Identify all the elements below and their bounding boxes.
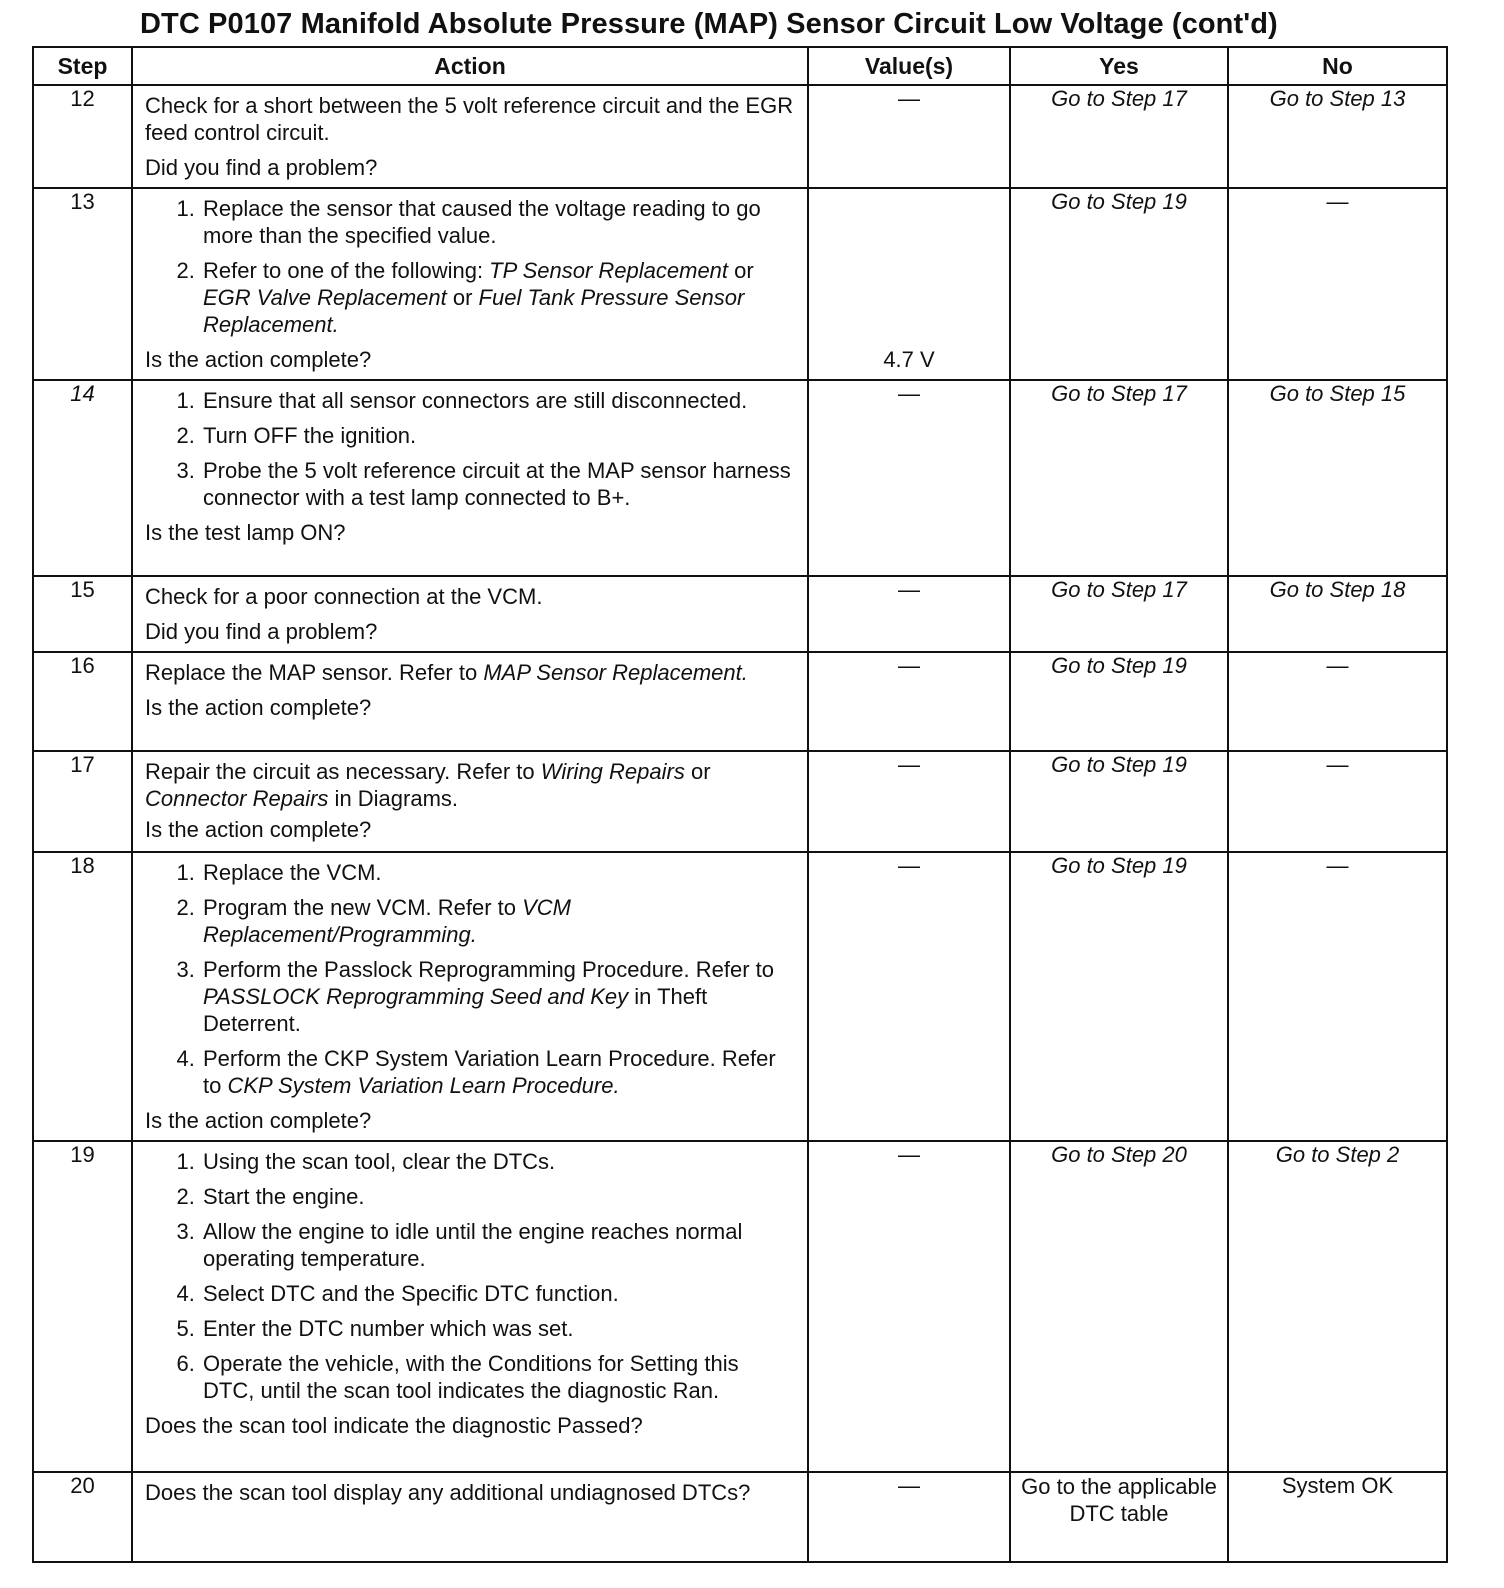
step-number: 16	[33, 652, 132, 751]
reference-link[interactable]: TP Sensor Replacement	[489, 258, 729, 283]
action-text: Check for a short between the 5 volt reference circuit and the EGR feed control circuit.	[145, 93, 794, 145]
action-step-item	[201, 257, 795, 338]
table-row-step-17	[33, 751, 1447, 852]
no-link[interactable]: Go to Step 18	[1228, 576, 1447, 652]
action-cell	[132, 652, 808, 751]
table-row-step-13	[33, 188, 1447, 380]
reference-link[interactable]: PASSLOCK Reprogramming Seed and Key	[203, 984, 629, 1009]
table-row-step-19	[33, 1141, 1447, 1472]
action-text: Check for a poor connection at the VCM.	[145, 584, 543, 609]
action-text: Perform the Passlock Reprogramming Procedure. Refer to	[203, 957, 775, 982]
action-cell	[132, 1472, 808, 1562]
no-link[interactable]: Go to Step 13	[1228, 85, 1447, 188]
action-step-item	[201, 956, 795, 1037]
no-link[interactable]: Go to Step 2	[1228, 1141, 1447, 1472]
action-question: Is the action complete?	[145, 347, 372, 372]
yes-link[interactable]: Go to Step 20	[1010, 1141, 1228, 1472]
yes-link[interactable]: Go to Step 17	[1010, 576, 1228, 652]
action-text: in Theft Deterrent.	[203, 984, 708, 1036]
action-text: Refer to one of the following:	[203, 258, 490, 283]
table-header-row	[33, 47, 1447, 85]
action-text: in Diagrams.	[328, 786, 459, 811]
value-cell: —	[808, 1472, 1010, 1562]
action-step-item: 1. Ensure that all sensor connectors are still disconnected.	[201, 387, 795, 414]
yes-link[interactable]: Go to Step 19	[1010, 652, 1228, 751]
reference-link[interactable]: Wiring Repairs	[540, 759, 685, 784]
action-question: Does the scan tool display any additional undiagnosed DTCs?	[145, 1480, 751, 1505]
action-cell	[132, 751, 808, 852]
value-cell: —	[808, 1141, 1010, 1472]
yes-link[interactable]: Go to the applicable DTC table	[1010, 1472, 1228, 1562]
step-number: 15	[33, 576, 132, 652]
action-step-item	[201, 894, 795, 948]
action-question: Is the action complete?	[145, 817, 372, 842]
table-row-step-20	[33, 1472, 1447, 1562]
action-question: Did you find a problem?	[145, 619, 378, 644]
action-cell	[132, 85, 808, 188]
action-steps-list	[145, 195, 795, 338]
step-number: 14	[33, 380, 132, 576]
value-cell: —	[808, 751, 1010, 852]
action-step-item: 6. Operate the vehicle, with the Conditions for Setting this DTC, until the scan tool indicates the diagnostic Ran.	[201, 1350, 795, 1404]
action-step-item: 2. Turn OFF the ignition.	[201, 422, 795, 449]
no-cell: —	[1228, 188, 1447, 380]
action-cell	[132, 852, 808, 1141]
step-number: 18	[33, 852, 132, 1141]
no-link[interactable]: Go to Step 15	[1228, 380, 1447, 576]
header-step: Step	[33, 47, 132, 85]
reference-link[interactable]: CKP System Variation Learn Procedure.	[227, 1073, 620, 1098]
action-cell	[132, 1141, 808, 1472]
step-number: 17	[33, 751, 132, 852]
action-text	[145, 659, 795, 686]
action-step-item: 3. Probe the 5 volt reference circuit at the MAP sensor harness connector with a test lamp connected to B+.	[201, 457, 795, 511]
reference-link[interactable]: Connector Repairs	[145, 786, 329, 811]
diagnostic-table	[32, 46, 1448, 1563]
action-cell	[132, 380, 808, 576]
reference-link[interactable]: MAP Sensor Replacement.	[483, 660, 748, 685]
step-number: 20	[33, 1472, 132, 1562]
yes-link[interactable]: Go to Step 19	[1010, 188, 1228, 380]
value-cell: 4.7 V	[808, 188, 1010, 380]
step-number: 19	[33, 1141, 132, 1472]
page-title: DTC P0107 Manifold Absolute Pressure (MAP) Sensor Circuit Low Voltage (cont'd)	[140, 8, 1278, 40]
reference-link[interactable]: Fuel Tank Pressure Sensor Replacement.	[203, 285, 745, 337]
table-row-step-14	[33, 380, 1447, 576]
action-text: or	[684, 759, 711, 784]
header-action: Action	[132, 47, 808, 85]
action-text: Repair the circuit as necessary. Refer to	[145, 759, 541, 784]
action-steps-list	[145, 859, 795, 1099]
action-text: Replace the MAP sensor. Refer to	[145, 660, 484, 685]
value-cell: —	[808, 852, 1010, 1141]
reference-link[interactable]: VCM Replacement/Programming.	[203, 895, 572, 947]
action-question: Is the action complete?	[145, 1108, 372, 1133]
no-cell: —	[1228, 652, 1447, 751]
value-cell: —	[808, 85, 1010, 188]
action-cell	[132, 576, 808, 652]
action-step-item: 3. Allow the engine to idle until the engine reaches normal operating temperature.	[201, 1218, 795, 1272]
yes-link[interactable]: Go to Step 17	[1010, 85, 1228, 188]
no-cell: —	[1228, 751, 1447, 852]
header-values: Value(s)	[808, 47, 1010, 85]
action-text: or	[728, 258, 754, 283]
reference-link[interactable]: EGR Valve Replacement	[203, 285, 447, 310]
action-steps-list	[145, 1148, 795, 1404]
no-cell: —	[1228, 852, 1447, 1141]
table-row-step-12	[33, 85, 1447, 188]
action-text: or	[446, 285, 479, 310]
action-step-item: 2. Start the engine.	[201, 1183, 795, 1210]
yes-link[interactable]: Go to Step 19	[1010, 852, 1228, 1141]
header-no: No	[1228, 47, 1447, 85]
action-question: Did you find a problem?	[145, 155, 378, 180]
action-question: Is the test lamp ON?	[145, 520, 346, 545]
yes-link[interactable]: Go to Step 19	[1010, 751, 1228, 852]
action-step-item	[201, 1045, 795, 1099]
action-question: Is the action complete?	[145, 695, 372, 720]
step-number: 13	[33, 188, 132, 380]
action-text	[145, 758, 795, 812]
table-row-step-16	[33, 652, 1447, 751]
action-step-item: 1. Using the scan tool, clear the DTCs.	[201, 1148, 795, 1175]
action-step-item: 1. Replace the sensor that caused the voltage reading to go more than the specified value.	[201, 195, 795, 249]
action-step-item: 4. Select DTC and the Specific DTC function.	[201, 1280, 795, 1307]
no-result: System OK	[1228, 1472, 1447, 1562]
action-text: Program the new VCM. Refer to	[203, 895, 523, 920]
action-cell	[132, 188, 808, 380]
table-row-step-15	[33, 576, 1447, 652]
table-row-step-18	[33, 852, 1447, 1141]
yes-link[interactable]: Go to Step 17	[1010, 380, 1228, 576]
action-steps-list	[145, 387, 795, 511]
step-number: 12	[33, 85, 132, 188]
header-yes: Yes	[1010, 47, 1228, 85]
value-cell: —	[808, 652, 1010, 751]
value-cell: —	[808, 380, 1010, 576]
action-question: Does the scan tool indicate the diagnostic Passed?	[145, 1413, 643, 1438]
value-cell: —	[808, 576, 1010, 652]
action-step-item: 1. Replace the VCM.	[201, 859, 795, 886]
action-text: Perform the CKP System Variation Learn Procedure. Refer to	[203, 1046, 776, 1098]
action-step-item: 5. Enter the DTC number which was set.	[201, 1315, 795, 1342]
